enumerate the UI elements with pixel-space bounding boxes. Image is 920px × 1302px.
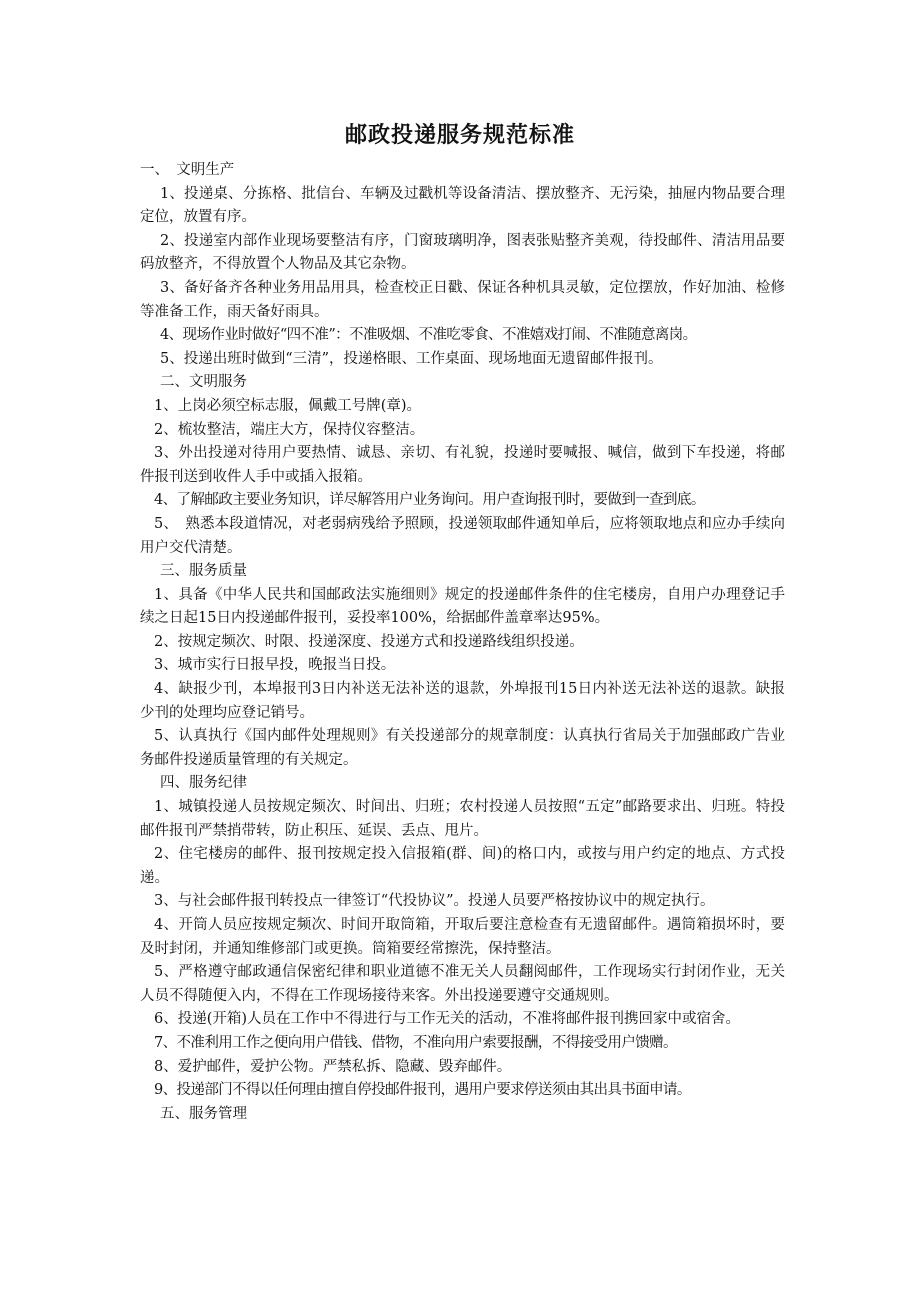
section-heading: 三、服务质量 [160,563,247,580]
paragraph: 4、开筒人员应按规定频次、时间开取筒箱，开取后要注意检查有无遗留邮件。遇筒箱损坏时，要及时封闭，并通知维修部门或更换。筒箱要经常擦洗，保持整洁。 [140,917,785,957]
page-title: 邮政投递服务规范标准 [344,122,575,148]
paragraph: 5、严格遵守邮政通信保密纪律和职业道德不准无关人员翻阅邮件，工作现场实行封闭作业，无关人员不得随便入内，不得在工作现场接待来客。外出投递要遵守交通规则。 [140,964,785,1004]
paragraph: 2、住宅楼房的邮件、报刊按规定投入信报箱(群、间)的格口内，或按与用户约定的地点、方式投递。 [140,846,785,886]
paragraph: 2、梳妆整洁，端庄大方，保持仪容整洁。 [154,421,425,438]
paragraph: 9、投递部门不得以任何理由擅自停投邮件报刊，遇用户要求停送须由其出具书面申请。 [154,1082,691,1099]
paragraph: 5、 熟悉本段道情况，对老弱病残给予照顾，投递领取邮件通知单后，应将领取地点和应办手续向用户交代清楚。 [140,515,785,556]
paragraph: 1、城镇投递人员按规定频次、时间出、归班；农村投递人员按照“五定”邮路要求出、归班。特投邮件报刊严禁捎带转，防止积压、延误、丢点、甩片。 [140,799,785,839]
paragraph: 3、外出投递对待用户要热情、诚恳、亲切、有礼貌，投递时要喊报、喊信，做到下车投递，将邮件报刊送到收件人手中或插入报箱。 [140,445,785,485]
document-body [140,159,785,1126]
paragraph: 1、具备《中华人民共和国邮政法实施细则》规定的投递邮件条件的住宅楼房，自用户办理登记手续之日起15日内投递邮件报刊，妥投率100%，给据邮件盖章率达95%。 [140,586,785,627]
paragraph: 3、备好备齐各种业务用品用具，检查校正日戳、保证各种机具灵敏，定位摆放，作好加油、检修等准备工作，雨天备好雨具。 [140,279,785,320]
paragraph: 1、上岗必须空标志服，佩戴工号牌(章)。 [154,397,422,414]
paragraph: 4、缺报少刊，本埠报刊3日内补送无法补送的退款，外埠报刊15日内补送无法补送的退款。缺报少刊的处理均应登记销号。 [140,681,785,721]
paragraph: 4、现场作业时做好“四不准”：不准吸烟、不准吃零食、不准嬉戏打闹、不准随意离岗。 [160,327,697,344]
paragraph: 3、城市实行日报早投，晚报当日投。 [154,657,396,674]
paragraph: 6、投递(开箱)人员在工作中不得进行与工作无关的活动，不准将邮件报刊携回家中或宿舍。 [154,1011,741,1028]
paragraph: 3、与社会邮件报刊转投点一律签订“代投协议”。投递人员要严格按协议中的规定执行。 [154,893,715,910]
section-heading: 四、服务纪律 [160,775,247,792]
paragraph: 7、不准利用工作之便向用户借钱、借物，不准向用户索要报酬，不得接受用户馈赠。 [154,1034,677,1051]
paragraph: 8、爱护邮件，爱护公物。严禁私拆、隐藏、毁弃邮件。 [154,1058,512,1075]
section-heading: 二、文明服务 [160,374,247,391]
paragraph: 2、按规定频次、时限、投递深度、投递方式和投递路线组织投递。 [154,633,584,650]
paragraph: 4、了解邮政主要业务知识，详尽解答用户业务询问。用户查询报刊时，要做到一查到底。 [154,492,705,509]
section-heading: 五、服务管理 [160,1105,247,1122]
section-heading: 一、 文明生产 [140,162,235,178]
paragraph: 2、投递室内部作业现场要整洁有序，门窗玻璃明净，图表张贴整齐美观，待投邮件、清洁用品要码放整齐，不得放置个人物品及其它杂物。 [140,232,785,273]
paragraph: 1、投递桌、分拣格、批信台、车辆及过戳机等设备清洁、摆放整齐、无污染，抽屉内物品要合理定位，放置有序。 [140,185,785,226]
paragraph: 5、投递出班时做到“三清”，投递格眼、工作桌面、现场地面无遗留邮件报刊。 [160,350,663,367]
paragraph: 5、认真执行《国内邮件处理规则》有关投递部分的规章制度：认真执行省局关于加强邮政广告业务邮件投递质量管理的有关规定。 [140,728,785,768]
